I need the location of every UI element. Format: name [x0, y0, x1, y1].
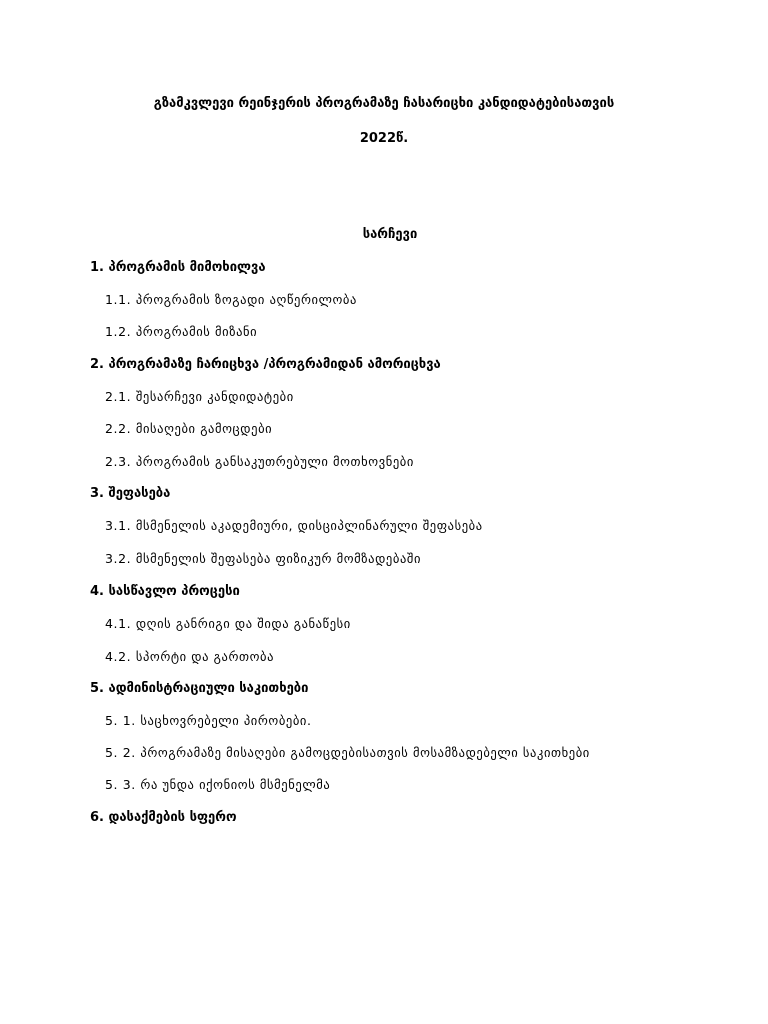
toc-section-2: 2. პროგრამაზე ჩარიცხვა /პროგრამიდან ამორიცხვა [90, 357, 441, 372]
toc-section-6: 6. დასაქმების სფერო [90, 810, 237, 825]
toc-section-3: 3. შეფასება [90, 486, 171, 501]
toc-item-1-1: 1.1. პროგრამის ზოგადი აღწერილობა [105, 292, 357, 307]
toc-item-4-2: 4.2. სპორტი და გართობა [105, 649, 275, 664]
toc-item-5-1: 5. 1. საცხოვრებელი პირობები. [105, 713, 312, 728]
toc-item-2-1: 2.1. შესარჩევი კანდიდატები [105, 389, 294, 404]
toc-item-4-1: 4.1. დღის განრიგი და შიდა განაწესი [105, 616, 351, 631]
toc-heading: სარჩევი [362, 227, 418, 242]
toc-section-5: 5. ადმინისტრაციული საკითხები [90, 681, 309, 696]
toc-item-1-2: 1.2. პროგრამის მიზანი [105, 324, 258, 339]
toc-item-5-2: 5. 2. პროგრამაზე მისაღები გამოცდებისათვის მოსამზადებელი საკითხები [105, 745, 590, 760]
toc-item-2-3: 2.3. პროგრამის განსაკუთრებული მოთხოვნები [105, 454, 414, 469]
toc-item-5-3: 5. 3. რა უნდა იქონიოს მსმენელმა [105, 777, 331, 792]
document-title: გზამკვლევი რეინჯერის პროგრამაზე ჩასარიცხი კანდიდატებისათვის [153, 96, 615, 111]
toc-item-2-2: 2.2. მისაღები გამოცდები [105, 421, 273, 436]
toc-item-3-1: 3.1. მსმენელის აკადემიური, დისციპლინარული შეფასება [105, 518, 483, 533]
toc-section-1: 1. პროგრამის მიმოხილვა [90, 260, 266, 275]
toc-item-3-2: 3.2. მსმენელის შეფასება ფიზიკურ მომზადებაში [105, 551, 422, 566]
document-year: 2022წ. [359, 131, 409, 146]
toc-section-4: 4. სასწავლო პროცესი [90, 584, 240, 599]
